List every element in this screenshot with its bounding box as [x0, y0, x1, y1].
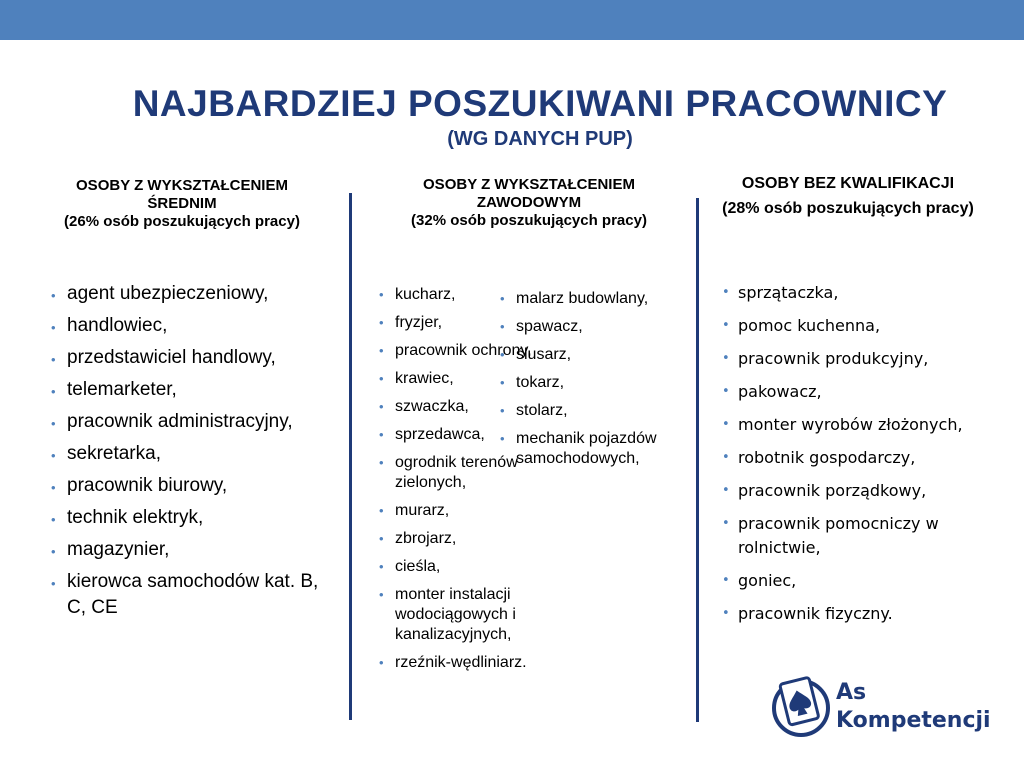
list-item: • robotnik gospodarczy, [718, 446, 1018, 470]
middle-column-heading [384, 176, 674, 230]
middle-occupation-list-b [496, 289, 696, 477]
logo-text-line2: Kompetencji [836, 708, 991, 733]
list-item: • murarz, [375, 501, 555, 521]
list-item: • tokarz, [496, 373, 696, 393]
list-item: • pracownik biurowy, [47, 473, 337, 499]
slide-subtitle: (WG DANYCH PUP) [447, 128, 633, 150]
list-item: • spawacz, [496, 317, 696, 337]
left-column-heading [50, 177, 314, 231]
divider-left [349, 193, 352, 720]
list-item: • szwaczka, [375, 397, 555, 417]
list-item: • pracownik porządkowy, [718, 479, 1018, 503]
list-item: • malarz budowlany, [496, 289, 696, 309]
list-item: • pracownik administracyjny, [47, 409, 337, 435]
list-item: • pracownik fizyczny. [718, 602, 1018, 626]
as-kompetencji-logo [770, 672, 990, 744]
list-item: • pracownik ochrony, [375, 341, 555, 361]
list-item: • kucharz, [375, 285, 555, 305]
list-item: • sprzątaczka, [718, 281, 1018, 305]
list-item: • goniec, [718, 569, 1018, 593]
right-column-heading [706, 171, 990, 221]
list-item: • rzeźnik-wędliniarz. [375, 653, 555, 673]
divider-right [696, 198, 699, 722]
left-occupation-list [47, 281, 337, 627]
right-heading-text: OSOBY BEZ KWALIFIKACJI [741, 175, 955, 192]
middle-heading-text: OSOBY Z WYKSZTAŁCENIEM ZAWODOWYM [423, 176, 635, 211]
top-accent-bar [0, 0, 1024, 40]
list-item: • krawiec, [375, 369, 555, 389]
list-item: • ogrodnik terenów zielonych, [375, 453, 555, 493]
list-item: • mechanik pojazdów samochodowych, [496, 429, 696, 469]
list-item: • ślusarz, [496, 345, 696, 365]
list-item: • pracownik produkcyjny, [718, 347, 1018, 371]
spade-card-icon [770, 672, 832, 744]
list-item: • cieśla, [375, 557, 555, 577]
right-occupation-list [718, 281, 1018, 635]
list-item: • sekretarka, [47, 441, 337, 467]
list-item: • pomoc kuchenna, [718, 314, 1018, 338]
list-item: • magazynier, [47, 537, 337, 563]
list-item: • monter instalacji wodociągowych i kanalizacyjnych, [375, 585, 555, 645]
list-item: • sprzedawca, [375, 425, 555, 445]
list-item: • pakowacz, [718, 380, 1018, 404]
slide-title: NAJBARDZIEJ POSZUKIWANI PRACOWNICY [132, 83, 948, 124]
list-item: • telemarketer, [47, 377, 337, 403]
list-item: • pracownik pomocniczy w rolnictwie, [718, 512, 1018, 560]
list-item: • kierowca samochodów kat. B, C, CE [47, 569, 337, 621]
left-heading-text: OSOBY Z WYKSZTAŁCENIEM ŚREDNIM [76, 177, 288, 212]
list-item: • technik elektryk, [47, 505, 337, 531]
list-item: • agent ubezpieczeniowy, [47, 281, 337, 307]
list-item: • handlowiec, [47, 313, 337, 339]
list-item: • stolarz, [496, 401, 696, 421]
list-item: • monter wyrobów złożonych, [718, 413, 1018, 437]
list-item: • zbrojarz, [375, 529, 555, 549]
middle-heading-share: (32% osób poszukujących pracy) [411, 212, 647, 229]
right-heading-share: (28% osób poszukujących pracy) [722, 200, 974, 217]
list-item: • przedstawiciel handlowy, [47, 345, 337, 371]
left-heading-share: (26% osób poszukujących pracy) [64, 213, 300, 230]
logo-text-line1: As [836, 680, 867, 705]
list-item: • fryzjer, [375, 313, 555, 333]
